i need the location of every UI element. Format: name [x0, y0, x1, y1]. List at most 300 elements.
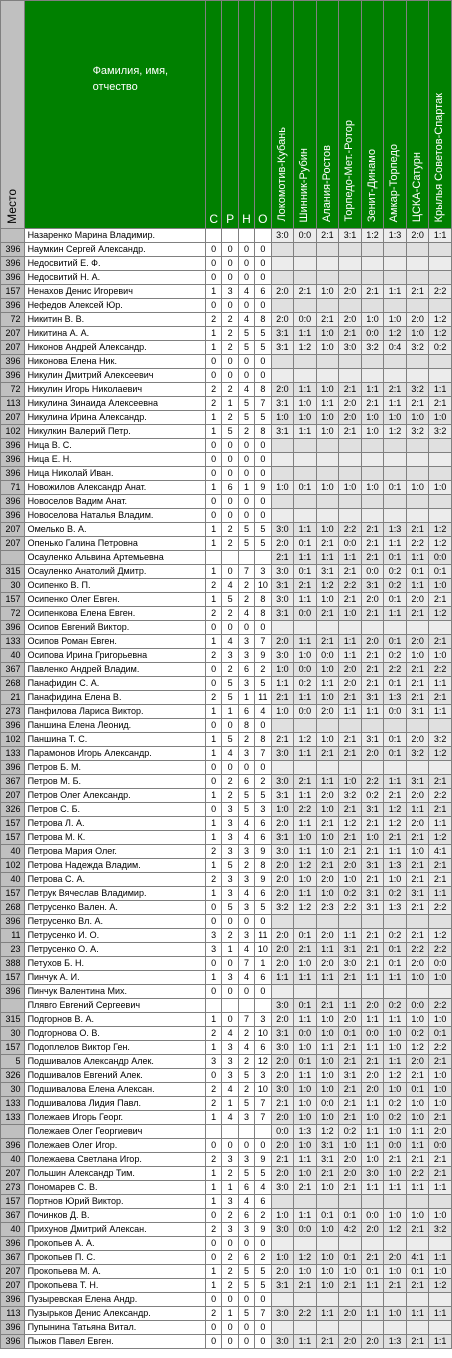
- prediction-cell: 1:2: [294, 859, 317, 873]
- place-cell: 30: [1, 1027, 25, 1041]
- participant-name: Полежаев Олег Игор.: [24, 1139, 205, 1153]
- prediction-cell: [361, 467, 384, 481]
- prediction-cell: [339, 453, 362, 467]
- stat-cell: 0: [205, 369, 221, 383]
- participant-name: Омелько В. А.: [24, 523, 205, 537]
- stat-cell: 4: [222, 1083, 238, 1097]
- table-row: [1, 607, 452, 621]
- stat-cell: 8: [255, 593, 271, 607]
- table-row: [1, 1125, 452, 1139]
- stat-cell: 0: [222, 565, 238, 579]
- table-row: [1, 369, 452, 383]
- prediction-cell: 1:1: [361, 705, 384, 719]
- prediction-cell: 2:0: [406, 229, 429, 243]
- prediction-cell: 2:1: [361, 1251, 384, 1265]
- prediction-cell: 2:1: [406, 397, 429, 411]
- stat-cell: 0: [205, 453, 221, 467]
- place-cell: 72: [1, 383, 25, 397]
- prediction-cell: 1:1: [339, 635, 362, 649]
- place-cell: 396: [1, 369, 25, 383]
- prediction-cell: [384, 1293, 407, 1307]
- prediction-cell: 2:1: [406, 831, 429, 845]
- prediction-cell: 0:1: [294, 999, 317, 1013]
- prediction-cell: 0:2: [339, 1125, 362, 1139]
- prediction-cell: 1:2: [384, 425, 407, 439]
- prediction-cell: 2:2: [429, 1041, 452, 1055]
- prediction-cell: [316, 257, 339, 271]
- prediction-cell: 3:2: [339, 789, 362, 803]
- prediction-cell: [294, 467, 317, 481]
- place-cell: 5: [1, 1055, 25, 1069]
- prediction-cell: [271, 243, 294, 257]
- stat-cell: 2: [205, 1153, 221, 1167]
- table-row: [1, 313, 452, 327]
- prediction-cell: 2:0: [271, 537, 294, 551]
- stat-cell: 3: [222, 845, 238, 859]
- table-row: [1, 1013, 452, 1027]
- stat-cell: 1: [205, 635, 221, 649]
- stat-cell: 1: [205, 593, 221, 607]
- prediction-cell: 2:0: [406, 817, 429, 831]
- stat-cell: 5: [238, 397, 254, 411]
- prediction-cell: 0:1: [406, 565, 429, 579]
- prediction-cell: [429, 1321, 452, 1335]
- prediction-cell: 1:0: [406, 327, 429, 341]
- table-row: [1, 299, 452, 313]
- prediction-cell: 2:2: [429, 999, 452, 1013]
- stat-cell: 1: [205, 859, 221, 873]
- prediction-cell: 1:1: [406, 579, 429, 593]
- prediction-cell: 1:0: [406, 649, 429, 663]
- place-cell: 207: [1, 411, 25, 425]
- prediction-cell: [406, 257, 429, 271]
- prediction-cell: 2:0: [406, 313, 429, 327]
- prediction-cell: [384, 271, 407, 285]
- stat-cell: 5: [222, 425, 238, 439]
- stat-cell: 1: [205, 747, 221, 761]
- prediction-cell: 0:1: [294, 1055, 317, 1069]
- stat-cell: 4: [222, 1027, 238, 1041]
- prediction-cell: 2:1: [361, 523, 384, 537]
- prediction-cell: 1:0: [316, 691, 339, 705]
- participant-name: Петрова Надежда Владим.: [24, 859, 205, 873]
- stat-cell: 6: [238, 775, 254, 789]
- prediction-cell: 1:1: [294, 327, 317, 341]
- table-row: [1, 271, 452, 285]
- prediction-cell: [429, 453, 452, 467]
- prediction-cell: 0:0: [294, 229, 317, 243]
- place-cell: 133: [1, 1097, 25, 1111]
- prediction-cell: 2:1: [384, 1279, 407, 1293]
- prediction-cell: 1:3: [384, 229, 407, 243]
- prediction-cell: 2:0: [406, 635, 429, 649]
- stat-cell: 9: [255, 845, 271, 859]
- prediction-cell: [316, 1195, 339, 1209]
- prediction-cell: [361, 985, 384, 999]
- prediction-cell: 2:2: [294, 1307, 317, 1321]
- prediction-cell: 2:0: [361, 635, 384, 649]
- stat-cell: 0: [205, 439, 221, 453]
- stat-cell: 1: [205, 285, 221, 299]
- prediction-cell: [294, 369, 317, 383]
- prediction-cell: 0:0: [294, 1223, 317, 1237]
- stat-cell: 0: [238, 915, 254, 929]
- prediction-cell: 2:1: [339, 1181, 362, 1195]
- place-cell: 396: [1, 985, 25, 999]
- prediction-cell: 1:0: [361, 411, 384, 425]
- prediction-cell: 1:0: [384, 1209, 407, 1223]
- place-cell: 40: [1, 649, 25, 663]
- place-cell: 207: [1, 537, 25, 551]
- prediction-cell: 1:2: [316, 579, 339, 593]
- prediction-cell: 2:0: [339, 1153, 362, 1167]
- stat-cell: 3: [222, 831, 238, 845]
- table-row: [1, 1027, 452, 1041]
- prediction-cell: 1:1: [294, 887, 317, 901]
- prediction-cell: 2:0: [271, 285, 294, 299]
- prediction-cell: 1:0: [271, 411, 294, 425]
- prediction-cell: 3:0: [271, 229, 294, 243]
- prediction-cell: 1:0: [429, 1083, 452, 1097]
- prediction-cell: 2:1: [406, 859, 429, 873]
- participant-name: Пузырьков Денис Александр.: [24, 1307, 205, 1321]
- prediction-cell: 2:0: [271, 1139, 294, 1153]
- prediction-cell: 3:1: [361, 859, 384, 873]
- stat-cell: 2: [205, 1083, 221, 1097]
- prediction-cell: 3:2: [429, 1223, 452, 1237]
- prediction-cell: 2:1: [406, 901, 429, 915]
- prediction-cell: 3:1: [361, 803, 384, 817]
- prediction-cell: 1:0: [339, 1139, 362, 1153]
- prediction-cell: 2:1: [406, 663, 429, 677]
- prediction-cell: 2:0: [316, 705, 339, 719]
- participant-name: Пупынина Татьяна Витал.: [24, 1321, 205, 1335]
- place-cell: 396: [1, 719, 25, 733]
- prediction-cell: 2:1: [361, 943, 384, 957]
- prediction-cell: 2:1: [406, 1223, 429, 1237]
- participant-name: Польшин Александр Тим.: [24, 1167, 205, 1181]
- place-cell: 396: [1, 467, 25, 481]
- prediction-cell: 2:1: [429, 775, 452, 789]
- stat-cell: 2: [238, 593, 254, 607]
- stat-cell: 0: [238, 467, 254, 481]
- stat-cell: 4: [238, 383, 254, 397]
- stat-cell: 1: [205, 1167, 221, 1181]
- prediction-cell: 2:0: [361, 747, 384, 761]
- prediction-cell: [406, 271, 429, 285]
- stat-cell: 1: [205, 1111, 221, 1125]
- prediction-cell: [271, 355, 294, 369]
- prediction-cell: 1:2: [429, 607, 452, 621]
- prediction-cell: [361, 243, 384, 257]
- participant-name: Петрова Мария Олег.: [24, 845, 205, 859]
- stat-cell: 2: [255, 1209, 271, 1223]
- prediction-cell: 2:0: [316, 957, 339, 971]
- prediction-cell: 2:1: [339, 565, 362, 579]
- prediction-cell: 1:1: [361, 1307, 384, 1321]
- prediction-cell: 0:1: [294, 481, 317, 495]
- table-row: [1, 929, 452, 943]
- prediction-cell: [271, 453, 294, 467]
- prediction-cell: 1:0: [429, 971, 452, 985]
- prediction-cell: [384, 453, 407, 467]
- stat-cell: 2: [238, 579, 254, 593]
- prediction-cell: 1:0: [384, 411, 407, 425]
- prediction-cell: 1:0: [316, 845, 339, 859]
- prediction-cell: [361, 915, 384, 929]
- stat-cell: 5: [255, 1265, 271, 1279]
- prediction-cell: [361, 719, 384, 733]
- stat-cell: [255, 551, 271, 565]
- stat-cell: 2: [222, 1167, 238, 1181]
- table-row: [1, 285, 452, 299]
- stat-cell: 5: [255, 341, 271, 355]
- stat-cell: 2: [255, 663, 271, 677]
- prediction-cell: 0:1: [316, 1209, 339, 1223]
- prediction-cell: [271, 467, 294, 481]
- place-cell: [1, 999, 25, 1013]
- prediction-cell: 0:0: [429, 957, 452, 971]
- stat-cell: 0: [255, 509, 271, 523]
- place-cell: 133: [1, 1111, 25, 1125]
- stat-cell: 2: [222, 1265, 238, 1279]
- participant-name: Подшивалов Евгений Алек.: [24, 1069, 205, 1083]
- stat-cell: 6: [255, 887, 271, 901]
- prediction-cell: 3:0: [361, 1167, 384, 1181]
- stat-cell: 2: [238, 425, 254, 439]
- prediction-cell: 1:1: [294, 523, 317, 537]
- prediction-cell: [316, 495, 339, 509]
- prediction-cell: 1:1: [361, 1013, 384, 1027]
- place-cell: 326: [1, 1069, 25, 1083]
- prediction-cell: [271, 985, 294, 999]
- table-row: [1, 803, 452, 817]
- stat-cell: 7: [255, 1307, 271, 1321]
- participant-name: Петрук Вячеслав Владимир.: [24, 887, 205, 901]
- prediction-cell: [294, 495, 317, 509]
- stat-cell: 0: [205, 761, 221, 775]
- stat-cell: 8: [255, 733, 271, 747]
- prediction-cell: 1:0: [316, 1111, 339, 1125]
- stat-cell: 4: [255, 1181, 271, 1195]
- prediction-cell: 2:1: [406, 929, 429, 943]
- prediction-cell: 2:0: [316, 789, 339, 803]
- prediction-cell: [384, 355, 407, 369]
- prediction-cell: [406, 1195, 429, 1209]
- stat-cell: 0: [222, 257, 238, 271]
- prediction-cell: [406, 299, 429, 313]
- place-cell: 367: [1, 1251, 25, 1265]
- prediction-cell: [271, 509, 294, 523]
- prediction-cell: 3:1: [361, 579, 384, 593]
- prediction-cell: 0:2: [384, 887, 407, 901]
- prediction-cell: 2:1: [406, 691, 429, 705]
- stat-cell: 0: [238, 495, 254, 509]
- prediction-cell: 2:0: [271, 1265, 294, 1279]
- prediction-cell: 1:1: [429, 1307, 452, 1321]
- prediction-cell: 1:0: [339, 481, 362, 495]
- prediction-cell: 3:1: [271, 1279, 294, 1293]
- stat-cell: 0: [238, 271, 254, 285]
- prediction-cell: [339, 271, 362, 285]
- prediction-cell: [339, 369, 362, 383]
- prediction-cell: [294, 1237, 317, 1251]
- prediction-cell: 2:1: [361, 873, 384, 887]
- prediction-cell: 1:1: [406, 1139, 429, 1153]
- stat-cell: 4: [238, 285, 254, 299]
- prediction-cell: 3:1: [406, 887, 429, 901]
- stat-cell: 0: [255, 1293, 271, 1307]
- stat-cell: 2: [255, 775, 271, 789]
- stat-cell: 4: [238, 971, 254, 985]
- participant-name: Петрусенко И. О.: [24, 929, 205, 943]
- stat-cell: 8: [255, 383, 271, 397]
- place-cell: 273: [1, 705, 25, 719]
- prediction-cell: 1:0: [316, 663, 339, 677]
- participant-name: Павленко Андрей Владим.: [24, 663, 205, 677]
- prediction-cell: 2:2: [429, 901, 452, 915]
- prediction-cell: 2:0: [339, 677, 362, 691]
- prediction-cell: 2:1: [384, 383, 407, 397]
- place-cell: 273: [1, 1181, 25, 1195]
- prediction-cell: 3:1: [271, 789, 294, 803]
- stat-cell: 0: [238, 439, 254, 453]
- prediction-cell: [294, 985, 317, 999]
- prediction-cell: [339, 1195, 362, 1209]
- stat-cell: [238, 551, 254, 565]
- prediction-cell: 2:1: [406, 873, 429, 887]
- prediction-cell: [361, 299, 384, 313]
- prediction-cell: 1:0: [316, 831, 339, 845]
- prediction-cell: 3:1: [271, 397, 294, 411]
- prediction-cell: 2:1: [406, 607, 429, 621]
- prediction-cell: 3:1: [271, 327, 294, 341]
- stat-cell: [255, 229, 271, 243]
- stat-cell: 10: [255, 579, 271, 593]
- prediction-cell: [361, 621, 384, 635]
- stat-cell: 3: [238, 929, 254, 943]
- table-row: [1, 481, 452, 495]
- prediction-cell: [294, 439, 317, 453]
- prediction-cell: 1:1: [294, 593, 317, 607]
- prediction-cell: 2:1: [406, 677, 429, 691]
- prediction-cell: 0:1: [384, 677, 407, 691]
- prediction-cell: 2:0: [339, 1013, 362, 1027]
- prediction-cell: 2:1: [429, 873, 452, 887]
- prediction-cell: [271, 719, 294, 733]
- table-row: [1, 943, 452, 957]
- place-cell: [1, 1125, 25, 1139]
- match-header: Шинник-Рубин: [294, 1, 317, 229]
- stat-cell: 5: [238, 1307, 254, 1321]
- place-cell: [1, 229, 25, 243]
- table-row: [1, 1293, 452, 1307]
- stat-cell: 0: [222, 1237, 238, 1251]
- prediction-cell: 2:1: [361, 397, 384, 411]
- stat-cell: 0: [255, 915, 271, 929]
- prediction-cell: 2:0: [384, 1251, 407, 1265]
- stat-cell: 1: [205, 1265, 221, 1279]
- prediction-cell: 2:1: [361, 649, 384, 663]
- prediction-cell: 2:0: [339, 397, 362, 411]
- match-header: Амкар-Торпедо: [384, 1, 407, 229]
- prediction-cell: 2:2: [339, 523, 362, 537]
- stat-cell: 0: [222, 1139, 238, 1153]
- place-cell: 396: [1, 257, 25, 271]
- place-cell: 367: [1, 775, 25, 789]
- prediction-cell: [316, 621, 339, 635]
- prediction-cell: 3:1: [316, 1153, 339, 1167]
- prediction-cell: [294, 355, 317, 369]
- match-header: Крылья Советов-Спартак: [429, 1, 452, 229]
- stat-cell: 2: [205, 1097, 221, 1111]
- place-cell: 396: [1, 439, 25, 453]
- prediction-cell: [406, 495, 429, 509]
- place-cell: 396: [1, 1139, 25, 1153]
- place-cell: 207: [1, 1279, 25, 1293]
- prediction-cell: 0:4: [384, 341, 407, 355]
- prediction-cell: [294, 299, 317, 313]
- prediction-cell: 0:1: [384, 551, 407, 565]
- match-header: Торпедо-Мет.-Ротор: [339, 1, 362, 229]
- prediction-cell: 2:0: [271, 943, 294, 957]
- prediction-cell: 2:3: [316, 901, 339, 915]
- prediction-cell: 3:2: [271, 901, 294, 915]
- prediction-cell: 1:0: [271, 663, 294, 677]
- prediction-cell: 2:0: [339, 1335, 362, 1349]
- prediction-cell: 2:2: [429, 943, 452, 957]
- stat-cell: 6: [255, 1195, 271, 1209]
- table-row: [1, 495, 452, 509]
- prediction-cell: 1:0: [294, 1111, 317, 1125]
- prediction-cell: 2:1: [339, 593, 362, 607]
- prediction-cell: 1:0: [316, 327, 339, 341]
- stat-cell: 3: [222, 887, 238, 901]
- stat-cell: [222, 551, 238, 565]
- participant-name: Паншина Елена Леонид.: [24, 719, 205, 733]
- prediction-cell: 1:1: [271, 677, 294, 691]
- prediction-cell: 1:0: [316, 285, 339, 299]
- table-row: [1, 635, 452, 649]
- stat-cell: 4: [238, 943, 254, 957]
- prediction-cell: [406, 985, 429, 999]
- prediction-cell: [384, 915, 407, 929]
- prediction-cell: [316, 1237, 339, 1251]
- table-row: [1, 1237, 452, 1251]
- place-cell: 396: [1, 453, 25, 467]
- prediction-cell: [271, 271, 294, 285]
- stat-cell: 2: [222, 607, 238, 621]
- prediction-cell: 1:0: [384, 1125, 407, 1139]
- prediction-cell: 1:0: [361, 425, 384, 439]
- participant-name: Петрусенко О. А.: [24, 943, 205, 957]
- prediction-cell: 1:1: [384, 537, 407, 551]
- match-header: ЦСКА-Сатурн: [406, 1, 429, 229]
- stat-cell: 2: [205, 313, 221, 327]
- table-row: [1, 1321, 452, 1335]
- stat-cell: 5: [238, 411, 254, 425]
- prediction-cell: 1:2: [361, 229, 384, 243]
- stat-cell: 0: [205, 803, 221, 817]
- stat-cell: 0: [205, 1293, 221, 1307]
- prediction-cell: 2:1: [339, 1279, 362, 1293]
- prediction-cell: 1:1: [294, 1335, 317, 1349]
- stat-cell: 0: [205, 1321, 221, 1335]
- stat-cell: 4: [238, 607, 254, 621]
- prediction-cell: [339, 495, 362, 509]
- prediction-cell: 2:0: [271, 1167, 294, 1181]
- prediction-cell: 1:3: [384, 691, 407, 705]
